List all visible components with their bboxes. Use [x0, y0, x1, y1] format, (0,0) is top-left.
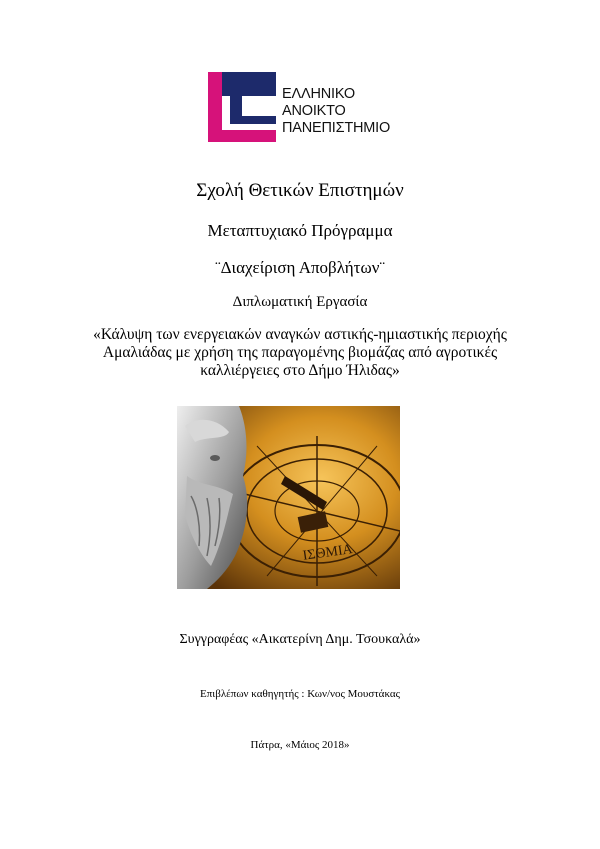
- cover-image: [177, 406, 400, 589]
- logo-line-2: ΑΝΟΙΚΤΟ: [282, 103, 346, 119]
- author-line: Συγγραφέας «Αικατερίνη Δημ. Τσουκαλά»: [179, 632, 421, 647]
- school-name: Σχολή Θετικών Επιστημών: [196, 180, 404, 201]
- dial-inscription: ΙΣΘΜΙΑ: [301, 542, 354, 564]
- supervisor-line: Επιβλέπων καθηγητής : Κων/νος Μουστάκας: [199, 688, 401, 700]
- program-name: Μεταπτυχιακό Πρόγραμμα: [207, 221, 393, 240]
- thesis-title-line-2: Αμαλιάδας με χρήση της παραγομένης βιομάζας από αγροτικές: [102, 344, 498, 361]
- eap-logo-mark-icon: [208, 72, 276, 142]
- place-date-line: Πάτρα, «Μάιος 2018»: [250, 739, 350, 751]
- university-logo: [208, 72, 408, 144]
- logo-wordmark: [282, 86, 412, 137]
- thesis-title-line-1: «Κάλυψη των ενεργειακών αναγκών αστικής-ημιαστικής περιοχής: [93, 326, 507, 343]
- thesis-title-line-3: καλλιέργειες στο Δήμο Ήλιδας»: [200, 362, 400, 379]
- thesis-title: [80, 326, 520, 380]
- logo-line-1: ΕΛΛΗΝΙΚΟ: [282, 86, 355, 102]
- document-type: Διπλωματική Εργασία: [232, 294, 368, 310]
- logo-line-3: ΠΑΝΕΠΙΣΤΗΜΙΟ: [282, 120, 391, 136]
- specialization-name: ¨Διαχείριση Αποβλήτων¨: [214, 258, 386, 277]
